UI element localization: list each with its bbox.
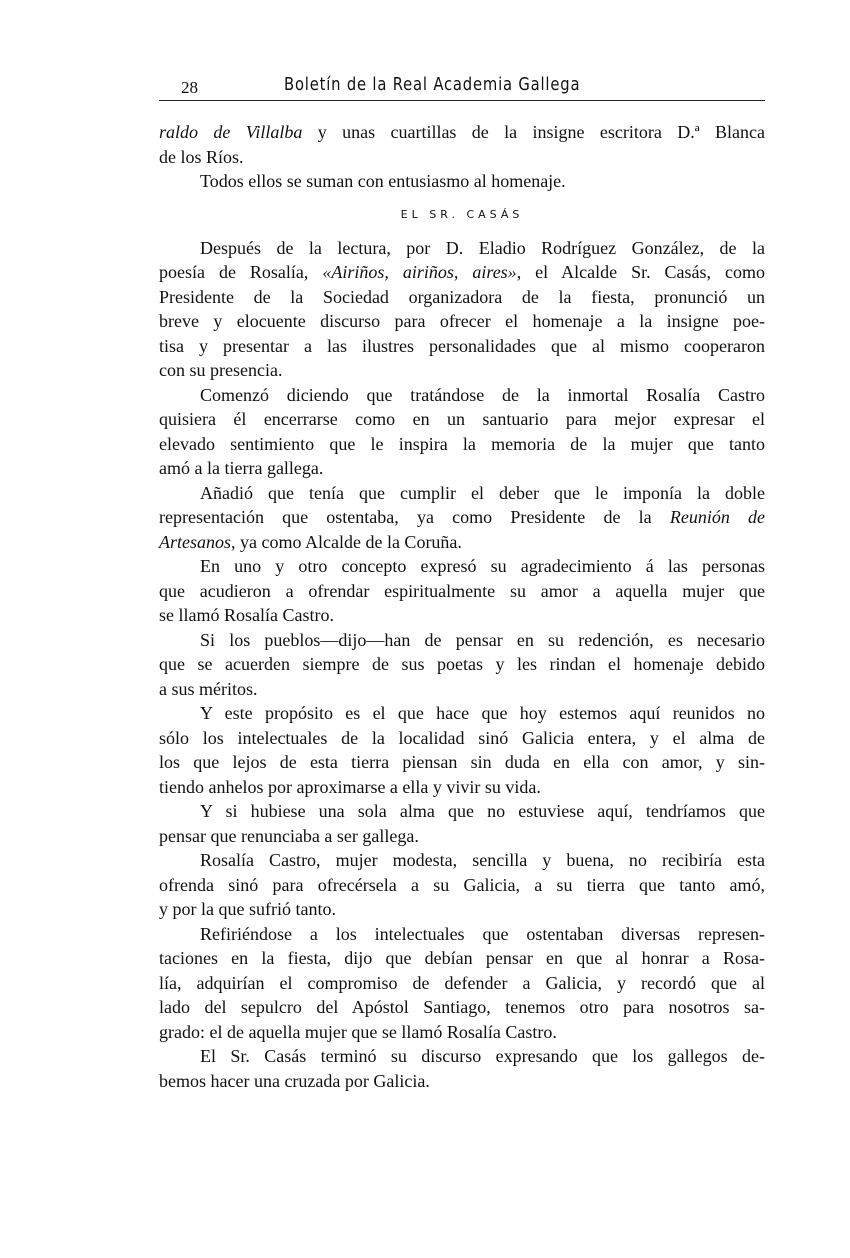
paragraph xyxy=(159,383,765,481)
text-line xyxy=(159,799,765,824)
text-segment: , ya como Alcalde de la Coruña. xyxy=(231,531,462,552)
text-before-heading xyxy=(159,120,765,194)
text-segment: Añadió que tenía que cumplir el deber que le imponía la doble xyxy=(200,482,765,503)
text-segment: bemos hacer una cruzada por Galicia. xyxy=(159,1070,430,1091)
text-segment: pensar que renunciaba a ser gallega. xyxy=(159,825,419,846)
paragraph xyxy=(159,236,765,383)
text-segment: Comenzó diciendo que tratándose de la inmortal Rosalía Castro xyxy=(200,384,765,405)
text-segment: y por la que sufrió tanto. xyxy=(159,899,336,919)
text-segment: Si los pueblos—dijo—han de pensar en su redención, es necesario xyxy=(200,629,765,650)
section-heading: EL SR. CASÁS xyxy=(400,207,524,221)
running-header xyxy=(159,74,765,100)
text-segment: tiendo anhelos por aproximarse a ella y vivir su vida. xyxy=(159,776,541,797)
text-line xyxy=(159,603,765,628)
text-segment: Y si hubiese una sola alma que no estuviese aquí, tendríamos que xyxy=(200,801,765,821)
text-line xyxy=(159,285,765,310)
page-body xyxy=(159,120,765,1093)
text-line xyxy=(159,726,765,751)
text-line xyxy=(159,383,765,408)
text-segment: Presidente de la Sociedad organizadora de la fiesta, pronunció un xyxy=(159,286,765,307)
text-line xyxy=(159,260,765,285)
italic-text: Reunión de xyxy=(669,507,766,527)
paragraph xyxy=(159,701,765,799)
text-line xyxy=(159,407,765,432)
text-segment: amó a la tierra gallega. xyxy=(159,458,324,478)
text-segment: El Sr. Casás terminó su discurso expresando que los gallegos de- xyxy=(200,1046,765,1066)
text-segment: En uno y otro concepto expresó su agradecimiento á las personas xyxy=(200,556,765,576)
text-segment: de los Ríos. xyxy=(159,146,244,167)
text-line xyxy=(159,971,765,996)
text-segment: Y este propósito es el que hace que hoy estemos aquí reunidos no xyxy=(200,703,765,723)
text-line xyxy=(159,922,765,947)
paragraph xyxy=(159,554,765,628)
text-line xyxy=(159,946,765,971)
text-segment: que acudieron a ofrendar espiritualmente su amor a aquella mujer que xyxy=(159,580,765,601)
text-line xyxy=(159,481,765,506)
text-segment: ofrenda sinó para ofrecérsela a su Galicia, a su tierra que tanto amó, xyxy=(159,874,765,895)
text-line xyxy=(159,897,765,922)
text-line xyxy=(159,530,765,555)
text-segment: poesía de Rosalía, xyxy=(159,262,323,282)
text-line xyxy=(159,995,765,1020)
italic-text: Artesanos xyxy=(159,531,231,552)
text-segment: grado: el de aquella mujer que se llamó Rosalía Castro. xyxy=(159,1021,557,1042)
text-line xyxy=(159,1044,765,1069)
text-segment: quisiera él encerrarse como en un santuario para mejor expresar el xyxy=(159,409,765,429)
text-line xyxy=(159,750,765,775)
text-line xyxy=(159,309,765,334)
text-line xyxy=(159,652,765,677)
text-segment: taciones en la fiesta, dijo que debían pensar en que al honrar a Rosa- xyxy=(159,948,765,968)
text-segment: que se acuerden siempre de sus poetas y les rindan el homenaje debido xyxy=(159,654,765,674)
paragraph xyxy=(159,799,765,848)
text-line xyxy=(159,432,765,457)
text-line xyxy=(159,1020,765,1045)
text-segment: Refiriéndose a los intelectuales que ostentaban diversas represen- xyxy=(200,923,765,944)
text-line xyxy=(159,169,765,194)
text-segment: lía, adquirían el compromiso de defender a Galicia, y recordó que al xyxy=(159,972,765,993)
text-segment: a sus méritos. xyxy=(159,678,258,699)
text-segment: lado del sepulcro del Apóstol Santiago, tenemos otro para nosotros sa- xyxy=(159,997,765,1017)
text-segment: sólo los intelectuales de la localidad sinó Galicia entera, y el alma de xyxy=(159,727,765,748)
text-segment: con su presencia. xyxy=(159,360,283,380)
text-segment: se llamó Rosalía Castro. xyxy=(159,605,334,625)
paragraph xyxy=(159,481,765,555)
text-line xyxy=(159,579,765,604)
text-line xyxy=(159,456,765,481)
text-line xyxy=(159,873,765,898)
text-segment: , el Alcalde Sr. Casás, como xyxy=(516,262,766,282)
text-line xyxy=(159,505,765,530)
text-segment: representación que ostentaba, ya como Presidente de la xyxy=(159,507,670,527)
text-line xyxy=(159,824,765,849)
text-line xyxy=(159,1069,765,1094)
paragraph xyxy=(159,848,765,922)
paragraph xyxy=(159,169,765,194)
text-line xyxy=(159,628,765,653)
text-segment: elevado sentimiento que le inspira la memoria de la mujer que tanto xyxy=(159,433,765,454)
text-line xyxy=(159,554,765,579)
text-segment: breve y elocuente discurso para ofrecer el homenaje a la insigne poe- xyxy=(159,311,765,331)
page-number: 28 xyxy=(181,78,198,97)
text-line xyxy=(159,775,765,800)
header-rule xyxy=(159,100,765,101)
paragraph xyxy=(159,120,765,169)
text-line xyxy=(159,334,765,359)
text-line xyxy=(159,358,765,383)
text-segment: Rosalía Castro, mujer modesta, sencilla y buena, no recibiría esta xyxy=(200,850,765,870)
text-line xyxy=(159,677,765,702)
italic-text: «Airiños, airiños, aires» xyxy=(322,262,517,282)
text-line xyxy=(159,145,765,170)
text-segment: tisa y presentar a las ilustres personalidades que al mismo cooperaron xyxy=(159,335,765,356)
paragraph xyxy=(159,1044,765,1093)
paragraph xyxy=(159,628,765,702)
text-line xyxy=(159,236,765,261)
text-segment: los que lejos de esta tierra piensan sin duda en ella con amor, y sin- xyxy=(159,752,765,772)
text-segment: y unas cuartillas de la insigne escritora D.ª Blanca xyxy=(302,122,765,142)
running-title: Boletín de la Real Academia Gallega xyxy=(284,74,581,95)
text-after-heading xyxy=(159,236,765,1094)
text-segment: Todos ellos se suman con entusiasmo al homenaje. xyxy=(200,171,566,191)
text-line xyxy=(159,701,765,726)
text-segment: Después de la lectura, por D. Eladio Rodríguez González, de la xyxy=(200,237,765,258)
text-line xyxy=(159,848,765,873)
italic-text: raldo de Villalba xyxy=(159,122,303,142)
text-line xyxy=(159,120,765,145)
paragraph xyxy=(159,922,765,1045)
